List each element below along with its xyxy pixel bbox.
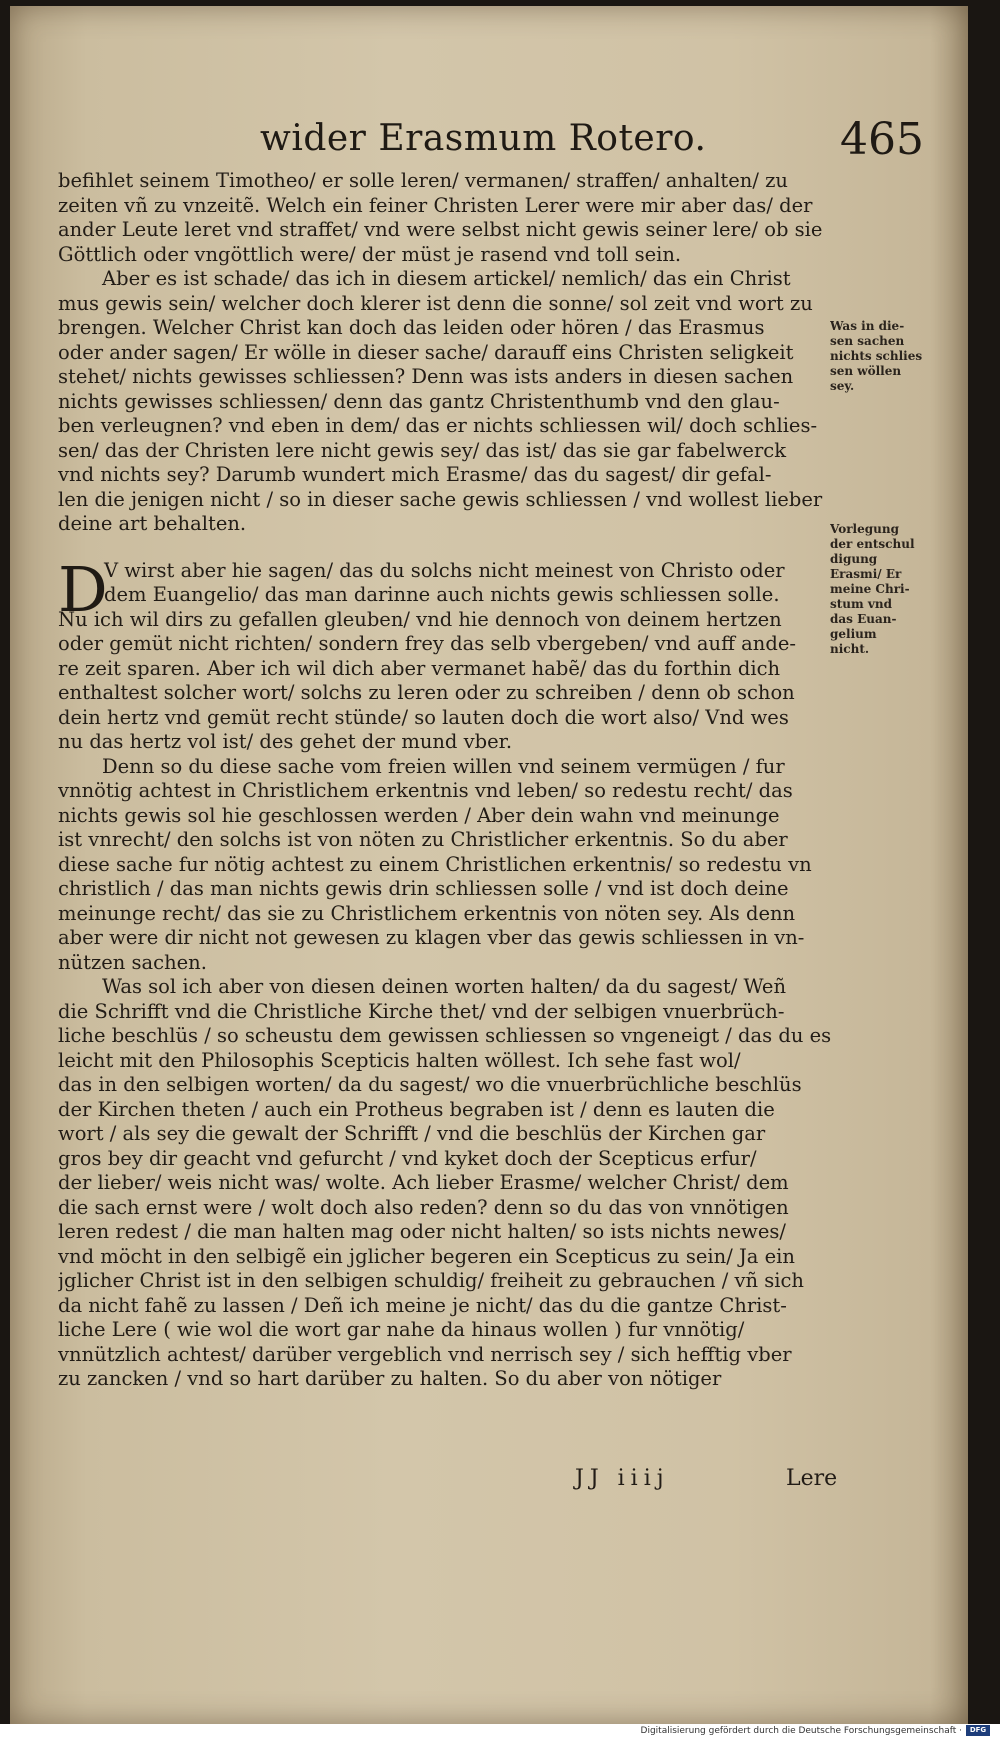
margin-note-line: sen wöllen	[830, 364, 902, 378]
signature-mark: JJ iiij	[575, 1466, 670, 1491]
margin-note-line: nicht.	[830, 642, 870, 656]
catchword: Lere	[786, 1466, 838, 1491]
dfg-logo-icon: DFG	[966, 1725, 990, 1736]
text-line: Was sol ich aber von diesen deinen worten halten/ da du sagest/ Weñ	[102, 975, 787, 998]
page-number: 465	[840, 114, 924, 165]
text-line: der lieber/ weis nicht was/ wolte. Ach lieber Erasme/ welcher Christ/ dem	[58, 1171, 789, 1194]
text-line: ander Leute leret vnd straffet/ vnd were selbst nicht gewis seiner lere/ ob sie	[58, 218, 823, 241]
margin-note-line: der entschul	[830, 537, 915, 551]
text-line: leicht mit den Philosophis Scepticis halten wöllest. Ich sehe fast wol/	[58, 1048, 741, 1072]
text-line: leren redest / die man halten mag oder nicht halten/ so ists nichts newes/	[58, 1220, 786, 1243]
margin-note-line: das Euan-	[830, 612, 897, 626]
text-line: Aber es ist schade/ das ich in diesem artickel/ nemlich/ das ein Christ	[102, 267, 791, 290]
margin-note-line: Erasmi/ Er	[830, 567, 902, 581]
text-line: gros bey dir geacht vnd gefurcht / vnd kyket doch der Scepticus erfur/	[58, 1146, 757, 1170]
text-line: Nu ich wil dirs zu gefallen gleuben/ vnd hie dennoch von deinem hertzen	[58, 607, 782, 631]
text-line: liche beschlüs / so scheustu dem gewissen schliessen so vngeneigt / das du es	[58, 1024, 832, 1047]
text-line: Göttlich oder vngöttlich were/ der müst je rasend vnd toll sein.	[58, 242, 682, 266]
text-line: vnd nichts sey? Darumb wundert mich Erasme/ das du sagest/ dir gefal-	[58, 463, 772, 486]
margin-note-line: sen sachen	[830, 334, 905, 348]
drop-capital: D	[58, 552, 108, 626]
text-line: vnd möcht in den selbigẽ ein jglicher begeren ein Scepticus zu sein/ Ja ein	[58, 1244, 795, 1268]
margin-note-line: sey.	[830, 379, 855, 393]
text-line: zeiten vñ zu vnzeitẽ. Welch ein feiner Christen Lerer were mir aber das/ der	[58, 193, 813, 217]
text-line: oder ander sagen/ Er wölle in dieser sache/ darauff eins Christen seligkeit	[58, 340, 794, 364]
text-line: zu zancken / vnd so hart darüber zu halten. So du aber von nötiger	[58, 1367, 722, 1390]
text-line: dem Euangelio/ das man darinne auch nichts gewis schliessen solle.	[104, 583, 780, 606]
text-line: ist vnrecht/ den solchs ist von nöten zu Christlicher erkentnis. So du aber	[58, 828, 788, 851]
text-line: ben verleugnen? vnd eben in dem/ das er nichts schliessen wil/ doch schlies-	[58, 414, 818, 437]
margin-note-2	[830, 522, 940, 657]
text-line: brengen. Welcher Christ kan doch das leiden oder hören / das Erasmus	[58, 316, 765, 339]
paragraph-1	[58, 169, 858, 267]
margin-note-line: nichts schlies	[830, 349, 923, 363]
text-line: vnnötig achtest in Christlichem erkentnis vnd leben/ so redestu recht/ das	[58, 779, 793, 802]
funding-credit: Digitalisierung gefördert durch die Deutsche Forschungsgemeinschaft ·	[640, 1726, 962, 1736]
text-line: das in den selbigen worten/ da du sagest/ wo die vnuerbrüchliche beschlüs	[58, 1073, 802, 1096]
paragraph-4	[58, 755, 858, 976]
text-line: christlich / das man nichts gewis drin schliessen solle / vnd ist doch deine	[58, 877, 789, 900]
text-line: da nicht fahẽ zu lassen / Deñ ich meine je nicht/ das du die gantze Christ-	[58, 1293, 787, 1317]
text-line: vnnützlich achtest/ darüber vergeblich vnd nerrisch sey / sich hefftig vber	[58, 1342, 792, 1366]
text-line: Denn so du diese sache vom freien willen vnd seinem vermügen / fur	[102, 754, 785, 778]
text-line: len die jenigen nicht / so in dieser sache gewis schliessen / vnd wollest lieber	[58, 487, 823, 511]
margin-note-line: gelium	[830, 627, 877, 641]
paragraph-5	[58, 975, 858, 1392]
text-line: deine art behalten.	[58, 512, 247, 535]
margin-note-line: digung	[830, 552, 878, 566]
text-line: der Kirchen theten / auch ein Protheus begraben ist / denn es lauten die	[58, 1097, 775, 1121]
paragraph-gap	[58, 537, 858, 559]
text-line: re zeit sparen. Aber ich wil dich aber vermanet habẽ/ das du forthin dich	[58, 656, 781, 680]
text-line: mus gewis sein/ welcher doch klerer ist denn die sonne/ sol zeit vnd wort zu	[58, 291, 813, 315]
text-line: dein hertz vnd gemüt recht stünde/ so lauten doch die wort also/ Vnd wes	[58, 705, 789, 729]
text-line: stehet/ nichts gewisses schliessen? Denn was ists anders in diesen sachen	[58, 365, 794, 388]
text-line: aber were dir nicht not gewesen zu klagen vber das gewis schliessen in vn-	[58, 926, 805, 949]
text-line: enthaltest solcher wort/ solchs zu leren oder zu schreiben / denn ob schon	[58, 681, 795, 704]
margin-note-line: Vorlegung	[830, 522, 899, 536]
text-line: die Schrifft vnd die Christliche Kirche thet/ vnd der selbigen vnuerbrüch-	[58, 999, 785, 1023]
text-line: nichts gewis sol hie geschlossen werden / Aber dein wahn vnd meinunge	[58, 803, 780, 827]
text-line: wort / als sey die gewalt der Schrifft / vnd die beschlüs der Kirchen gar	[58, 1122, 766, 1145]
text-line: die sach ernst were / wolt doch also reden? denn so du das von vnnötigen	[58, 1195, 789, 1219]
margin-note-line: Was in die-	[830, 319, 905, 333]
book-page	[10, 6, 968, 1724]
margin-note-line: meine Chri-	[830, 582, 910, 596]
text-line: meinunge recht/ das sie zu Christlichem erkentnis von nöten sey. Als denn	[58, 901, 796, 925]
text-line: nichts gewisses schliessen/ denn das gantz Christenthumb vnd den glau-	[58, 389, 780, 413]
margin-note-line: stum vnd	[830, 597, 892, 611]
text-line: nu das hertz vol ist/ des gehet der mund vber.	[58, 730, 513, 753]
text-line: liche Lere ( wie wol die wort gar nahe da hinaus wollen ) fur vnnötig/	[58, 1318, 745, 1341]
running-title: wider Erasmum Rotero.	[260, 118, 707, 159]
text-line: sen/ das der Christen lere nicht gewis sey/ das ist/ das sie gar fabelwerck	[58, 438, 787, 462]
paragraph-2	[58, 267, 858, 537]
body-text	[58, 169, 858, 1392]
margin-note-1	[830, 319, 940, 394]
text-line: jglicher Christ ist in den selbigen schuldig/ freiheit zu gebrauchen / vñ sich	[58, 1269, 804, 1292]
text-line: V wirst aber hie sagen/ das du solchs nicht meinest von Christo oder	[104, 558, 785, 582]
text-line: oder gemüt nicht richten/ sondern frey das selb vbergeben/ vnd auff ande-	[58, 632, 796, 655]
digitization-footer	[0, 1724, 1000, 1738]
text-line: nützen sachen.	[58, 950, 207, 974]
text-line: diese sache fur nötig achtest zu einem Christlichen erkentnis/ so redestu vn	[58, 852, 812, 876]
text-line: befihlet seinem Timotheo/ er solle leren/ vermanen/ straffen/ anhalten/ zu	[58, 169, 788, 192]
page-header	[260, 114, 924, 170]
